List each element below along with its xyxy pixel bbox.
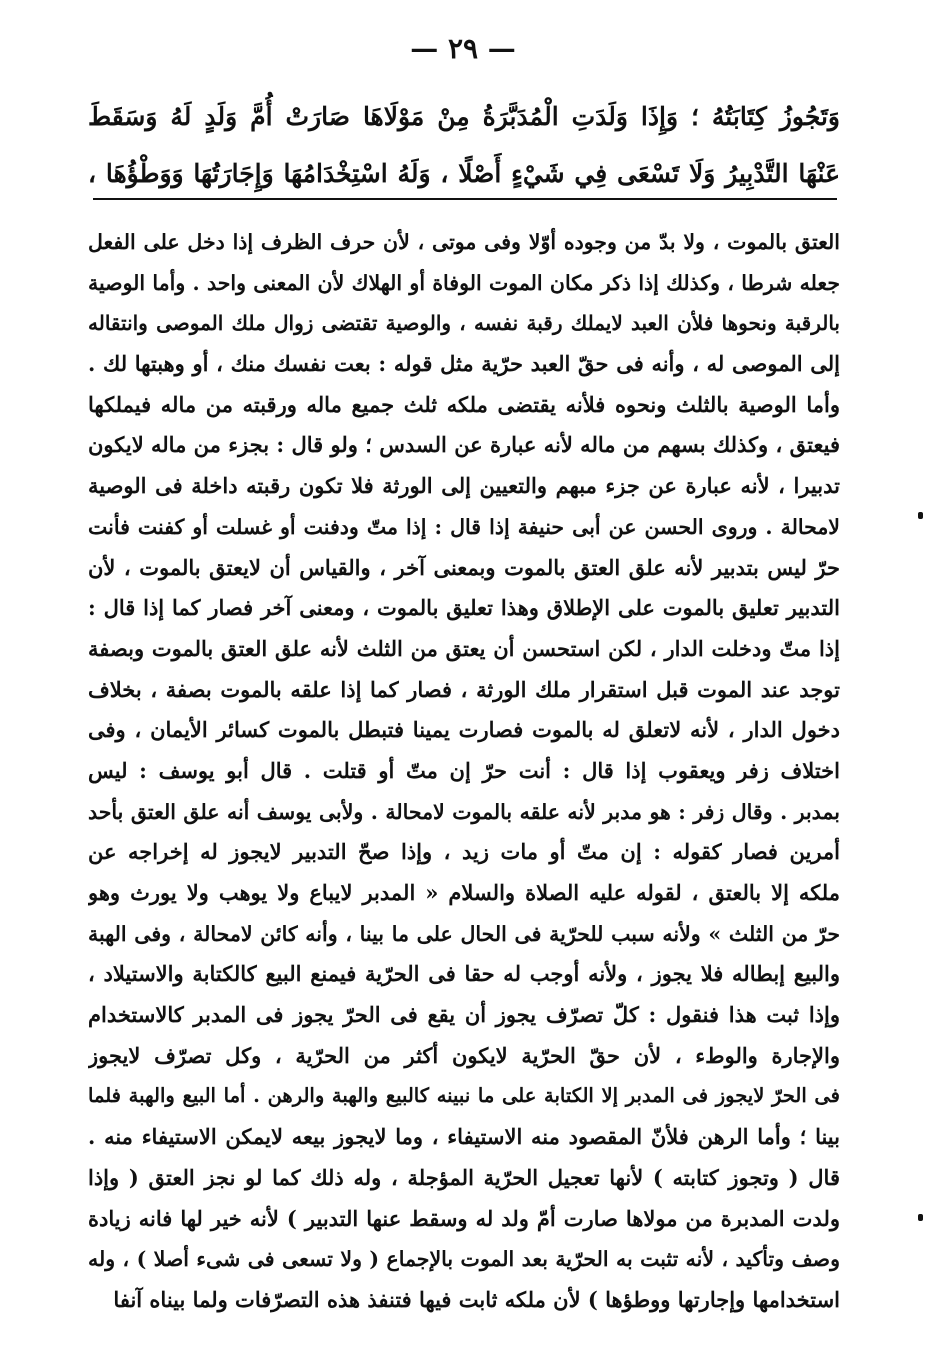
commentary-line: العتق بالموت ، ولا بدّ من وجوده أوّلا وفى موتى ، لأن حرف الظرف إذا دخل على الفعل <box>88 230 840 254</box>
matn-text-block <box>88 88 840 202</box>
commentary-line: جعله شرطا ، وكذلك إذا ذكر مكان الموت الوفاة أو الهلاك لأن المعنى واحد . وأما الوصية <box>88 270 840 295</box>
commentary-line: بالرقبة ونحوها فلأن العبد لايملك رقبة نفسه ، والوصية تقتضى زوال ملك الموصى وانتقاله <box>88 311 840 336</box>
commentary-text-block <box>88 222 840 1321</box>
commentary-line: فيعتق ، وكذلك بسهم من ماله لأنه عبارة عن السدس ؛ ولو قال : بجزء من ماله لايكون <box>88 432 840 458</box>
commentary-line: التدبير تعليق بالموت على الإطلاق وهذا تعليق بالموت ، ومعنى آخر فصار كما إذا قال : <box>88 595 840 621</box>
commentary-line: ملكه إلا بالعتق ، لقوله عليه الصلاة والسلام « المدبر لايباع ولا يوهب ولا يورث وهو <box>88 880 840 905</box>
commentary-line: فى الحرّ لايجوز فى المدبر إلا الكتابة على ما نبينه كالبيع والهبة والرهن . أما البيع والهبة فلما <box>88 1084 840 1108</box>
commentary-line: وإذا ثبت هذا فنقول : كلّ تصرّف يجوز أن يقع فى الحرّ يجوز فى المدبر كالاستخدام <box>88 1002 840 1028</box>
commentary-line: استخدامها وإجارتها ووطؤها ) لأن ملكه ثابت فيها فتنفذ هذه التصرّفات ولما بيناه آنفا <box>113 1286 840 1312</box>
commentary-line: بمدبر . وقال زفر : هو مدبر لأنه علقه بالموت لامحالة . ولأبى يوسف أنه علق العتق بأحد <box>88 799 840 824</box>
commentary-line: تدبيرا ، لأنه عبارة عن جزء مبهم والتعيين إلى الورثة فلا تكون رقبته داخلة فى الوصية <box>88 473 840 499</box>
scan-speck <box>918 1214 923 1221</box>
commentary-line: إلى الموصى له ، وأنه فى حقّ العبد حرّية مثل قوله : بعت نفسك منك ، أو وهبتها لك . <box>88 351 840 377</box>
commentary-line: وصف وتأكيد ، لأنه تثبت به الحرّية بعد الموت بالإجماع ( ولا تسعى فى شىء أصلا ) ، وله <box>88 1247 840 1272</box>
commentary-line: قال ( وتجوز كتابته ) لأنها تعجيل الحرّية المؤجلة ، وله ذلك كما لو نجز العتق ( وإذا <box>88 1164 840 1190</box>
commentary-line: اختلاف زفر ويعقوب إذا قال : أنت حرّ إن متّ أو قتلت . قال أبو يوسف : ليس <box>88 757 840 783</box>
scan-speck <box>918 512 923 519</box>
footnote-divider <box>93 198 837 200</box>
commentary-line: حرّ من الثلث » ولأنه سبب للحرّية فى الحال على ما بينا ، وأنه كائن لامحالة ، وفى الهبة <box>88 921 840 946</box>
commentary-line: وأما الوصية بالثلث ونحوه فلأنه يقتضى ملكه ثلث جميع ماله ورقبته من ماله فيملكها <box>88 391 840 417</box>
commentary-line: أمرين فصار كقوله : إن متّ أو مات زيد ، وإذا صحّ التدبير لايجوز له إخراجه عن <box>88 839 840 865</box>
commentary-line: ولدت المدبرة من مولاها صارت أمّ ولد له وسقط عنها التدبير ) لأنه خير لها فانه زيادة <box>88 1205 840 1231</box>
commentary-line: بينا ؛ وأما الرهن فلأنّ المقصود منه الاستيفاء ، وما لايجوز بيعه لايمكن الاستيفاء منه . <box>88 1124 840 1150</box>
matn-line: عَنْهَا التَّدْبِيرُ وَلَا تَسْعَى فِي شَيْءٍ أَصْلًا ، وَلَهُ اسْتِخْدَامُهَا وَإِجَارَتُهَا وَوَطْؤُهَا ، <box>88 159 840 188</box>
page-number: — ٢٩ — <box>410 32 516 65</box>
commentary-line: دخول الدار ، لأنه لاتعلق له بالموت فصارت يمينا فتبطل بالموت كسائر الأيمان ، وفى <box>88 717 840 743</box>
commentary-line: والبيع إبطاله فلا يجوز ، ولأنه أوجب له حقا فى الحرّية فيمنع البيع كالكتابة والاستيلاد ، <box>88 961 840 987</box>
commentary-line: حرّ ليس بتدبير لأنه علق العتق بالموت وبمعنى آخر ، والقياس أن لايعتق بالموت ، لأن <box>88 554 840 580</box>
commentary-line: والإجارة والوطء ، لأن حقّ الحرّية لايكون أكثر من الحرّية ، وكل تصرّف لايجوز <box>88 1042 840 1068</box>
commentary-line: لامحالة . وروى الحسن عن أبى حنيفة إذا قال : إذا متّ ودفنت أو غسلت أو كفنت فأنت <box>88 514 840 539</box>
commentary-line: إذا متّ ودخلت الدار ، لكن استحسن أن يعتق من الثلث لأنه علق العتق بالموت وبصفة <box>88 635 840 661</box>
matn-line: وَتَجُوزُ كِتَابَتُهُ ؛ وَإِذَا وَلَدَتِ الْمُدَبَّرَةُ مِنْ مَوْلَاهَا صَارَتْ أُمَّ وَلَدٍ لَهُ وَسَقَطَ <box>88 102 840 131</box>
commentary-line: توجد عند الموت قبل استقرار ملك الورثة ، فصار كما إذا علقه بالموت بصفة ، بخلاف <box>88 676 840 702</box>
